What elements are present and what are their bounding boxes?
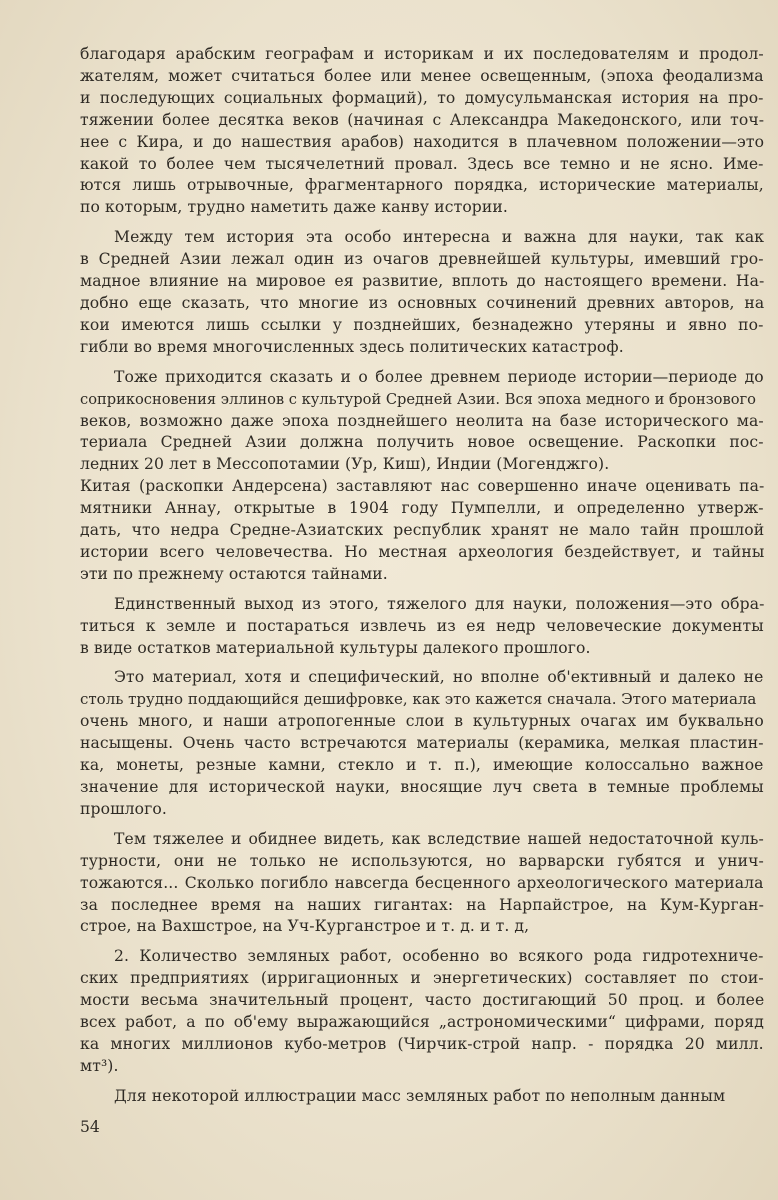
paragraph [80,1086,764,1108]
text-line: нее с Кира, и до нашествия арабов) находится в плачевном положении—это [80,132,764,151]
text-line: Тоже приходится сказать и о более древнем периоде истории—периоде до [114,367,764,386]
text-line: ка многих миллионов кубо-метров (Чирчик-строй напр. - порядка 20 милл. [80,1034,764,1053]
text-line: столь трудно поддающийся дешифровке, как это кажется сначала. Этого материала [80,690,757,709]
text-line: ка, монеты, резные камни, стекло и т. п.), имеющие колоссально важное [80,756,764,775]
text-line: турности, они не только не используются, но варварски губятся и унич- [80,851,764,870]
paragraph [80,367,764,586]
text-line: по которым, трудно наметить даже канву истории. [80,198,508,217]
text-line: насыщены. Очень часто встречаются материалы (керамика, мелкая пластин- [80,734,764,753]
text-line: тожаются... Сколько погибло навсегда бесценного археологического материала [80,873,764,892]
text-line: кои имеются лишь ссылки у позднейших, безнадежно утеряны и явно по- [80,315,764,334]
text-line: благодаря арабским географам и историкам и их последователям и продол- [80,45,764,63]
text-line: и последующих социальных формаций), то домусульманская история на про- [80,88,764,107]
body-text [80,44,764,1116]
page-number: 54 [80,1118,100,1136]
text-line: Это материал, хотя и специфический, но вполне об'ективный и далеко не [114,668,764,687]
text-line: очень много, и наши атропогенные слои в культурных очагах им буквально [80,712,764,731]
text-line: дать, что недра Средне-Азиатских республик хранят не мало тайн прошлой [80,521,764,540]
text-line: титься к земле и постараться извлечь из ея недр человеческие документы [80,616,764,635]
text-line: истории всего человечества. Но местная археология бездействует, и тайны [80,542,764,561]
text-line: Единственный выход из этого, тяжелого для науки, положения—это обра- [114,594,764,613]
text-line: соприкосновения эллинов с культурой Средней Азии. Вся эпоха медного и бронзового [80,390,756,408]
text-line: мадное влияние на мировое ея развитие, вплоть до настоящего времени. На- [80,272,764,291]
text-line: эти по прежнему остаются тайнами. [80,564,388,583]
paragraph [80,667,764,820]
text-line: жателям, может считаться более или менее освещенным, (эпоха феодализма [80,66,764,85]
text-line: прошлого. [80,799,167,818]
text-line: 2. Количество земляных работ, особенно во всякого рода гидротехниче- [114,947,764,966]
text-line: всех работ, а по об'ему выражающийся „астрономическими“ цифрами, поряд [80,1013,764,1032]
paragraph [80,594,764,660]
text-line: Между тем история эта особо интересна и важна для науки, так как [114,228,764,247]
paragraph [80,829,764,939]
text-line: мости весьма значительный процент, часто достигающий 50 проц. и более [80,991,764,1010]
text-line: Китая (раскопки Андерсена) заставляют нас совершенно иначе оценивать па- [80,477,764,496]
paragraph [80,946,764,1077]
text-line: мт³). [80,1056,119,1075]
text-line: Тем тяжелее и обиднее видеть, как вследствие нашей недостаточной куль- [114,829,764,848]
text-line: в Средней Азии лежал один из очагов древнейшей культуры, имевший гро- [80,250,764,269]
text-line: значение для исторической науки, вносящие луч света в темные проблемы [80,778,764,796]
text-line: веков, возможно даже эпоха позднейшего неолита на базе исторического ма- [80,411,764,430]
text-line: строе, на Вахшстрое, на Уч-Курганстрое и т. д. и т. д, [80,917,530,936]
text-line: в виде остатков материальной культуры далекого прошлого. [80,638,591,657]
text-line: добно еще сказать, что многие из основных сочинений древних авторов, на [80,293,764,312]
paragraph [80,227,764,358]
text-line: териала Средней Азии должна получить новое освещение. Раскопки пос- [80,433,764,452]
paragraph [80,44,764,219]
text-line: тяжении более десятка веков (начиная с Александра Македонского, или точ- [80,110,764,129]
text-line: Для некоторой иллюстрации масс земляных работ по неполным данным [114,1086,726,1105]
text-line: за последнее время на наших гигантах: на Нарпайстрое, на Кум-Курган- [80,895,764,914]
text-line: гибли во время многочисленных здесь политических катастроф. [80,337,624,356]
text-line: ются лишь отрывочные, фрагментарного порядка, исторические материалы, [80,176,764,195]
text-line: мятники Аннау, открытые в 1904 году Пумпелли, и определенно утверж- [80,499,764,518]
text-line: ских предприятиях (ирригационных и энергетических) составляет по стои- [80,969,764,988]
text-line: ледних 20 лет в Мессопотамии (Ур, Киш), Индии (Могенджго). [80,455,610,474]
text-line: какой то более чем тысячелетний провал. Здесь все темно и не ясно. Име- [80,154,764,173]
